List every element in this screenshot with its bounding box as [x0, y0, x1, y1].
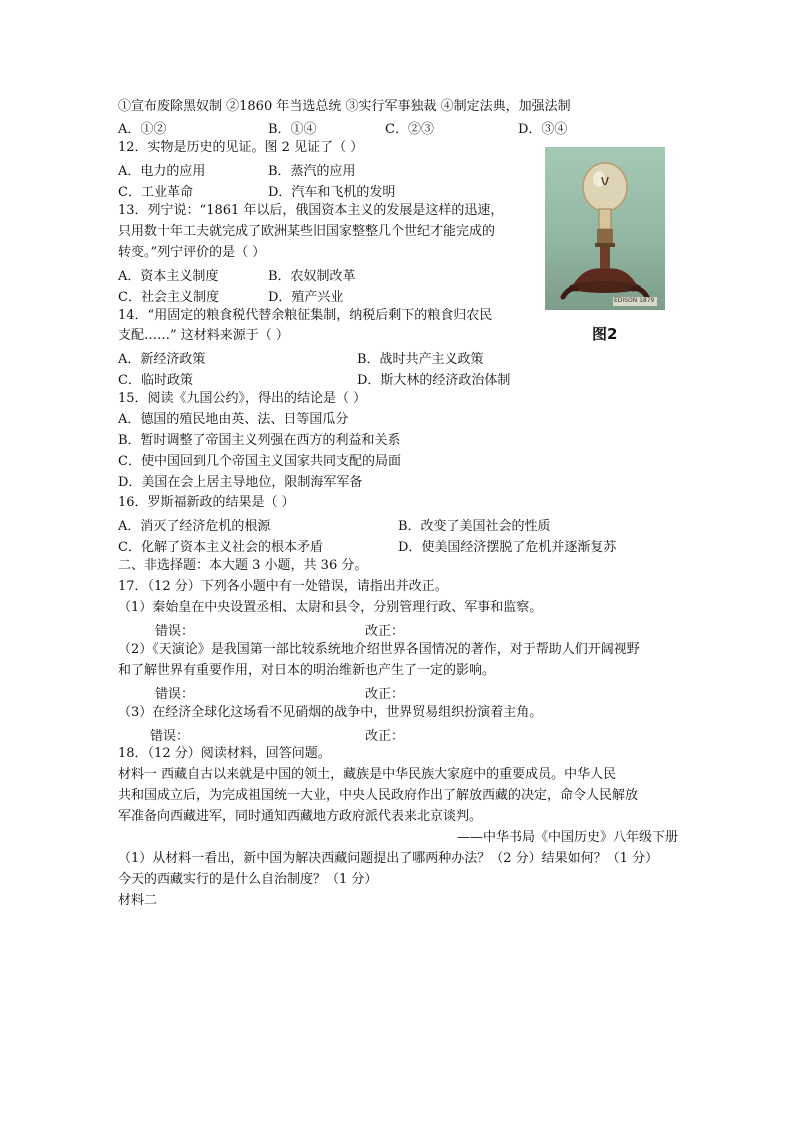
q18-sub-1-line-2: 今天的西藏实行的是什么自治制度？（1 分） — [118, 872, 378, 887]
q12-stem: 12．实物是历史的见证。图 2 见证了（ ） — [118, 140, 364, 155]
q16-option-a: A．消灭了经济危机的根源 — [118, 519, 271, 534]
q13-option-d: D．殖产兴业 — [268, 290, 344, 305]
option-d: D．③④ — [518, 122, 568, 137]
q17-item-2-line-2: 和了解世界有重要作用，对日本的明治维新也产生了一定的影响。 — [118, 663, 496, 678]
q18-stem: 18．（12 分）阅读材料，回答问题。 — [118, 746, 331, 761]
q14-option-a: A．新经济政策 — [118, 352, 206, 367]
q13-stem-2: 只用数十年工夫就完成了欧洲某些旧国家整整几个世纪才能完成的 — [118, 224, 496, 239]
q16-option-d: D．使美国经济摆脱了危机并逐渐复苏 — [398, 540, 617, 555]
q17-1-error-label: 错误： — [155, 624, 195, 639]
q13-stem-3: 转变。”列宁评价的是（ ） — [118, 245, 266, 260]
material-one-line-3: 军准备向西藏进军，同时通知西藏地方政府派代表来北京谈判。 — [118, 809, 483, 824]
q14-stem-2: 支配……” 这材料来源于（ ） — [118, 328, 289, 343]
material-one-line-2: 共和国成立后，为完成祖国统一大业，中央人民政府作出了解放西藏的决定，命令人民解放 — [118, 788, 639, 803]
edison-light-bulb-photo — [545, 147, 665, 310]
q12-option-c: C．工业革命 — [118, 185, 193, 200]
q17-1-correction-label: 改正： — [365, 624, 405, 639]
q12-option-d: D．汽车和飞机的发明 — [268, 185, 396, 200]
q14-option-b: B．战时共产主义政策 — [357, 352, 484, 367]
q15-option-d: D．美国在会上居主导地位，限制海军军备 — [118, 475, 363, 490]
q13-option-b: B．农奴制改革 — [268, 269, 356, 284]
section-two-heading: 二、非选择题：本大题 3 小题，共 36 分。 — [118, 558, 368, 573]
q18-sub-1-line-1: （1）从材料一看出，新中国为解决西藏问题提出了哪两种办法？（2 分）结果如何？（1 分） — [118, 851, 659, 866]
q15-option-a: A．德国的殖民地由英、法、日等国瓜分 — [118, 412, 349, 427]
q14-stem-1: 14．“用固定的粮食税代替余粮征集制，纳税后剩下的粮食归农民 — [118, 308, 493, 323]
q13-stem-1: 13．列宁说：“1861 年以后，俄国资本主义的发展是这样的迅速， — [118, 203, 504, 218]
q13-option-c: C．社会主义制度 — [118, 290, 219, 305]
q17-stem: 17．（12 分）下列各小题中有一处错误，请指出并改正。 — [118, 579, 448, 594]
q15-option-c: C．使中国回到几个帝国主义国家共同支配的局面 — [118, 454, 401, 469]
q17-2-correction-label: 改正： — [365, 687, 405, 702]
q11-statements: ①宣布废除黑奴制 ②1860 年当选总统 ③实行军事独裁 ④制定法典，加强法制 — [118, 99, 571, 114]
q14-option-d: D．斯大林的经济政治体制 — [357, 373, 511, 388]
q15-option-b: B．暂时调整了帝国主义列强在西方的利益和关系 — [118, 433, 401, 448]
figure-caption: 图2 — [592, 325, 618, 343]
q12-option-a: A．电力的应用 — [118, 164, 206, 179]
q17-item-1: （1）秦始皇在中央设置丞相、太尉和县令，分别管理行政、军事和监察。 — [118, 600, 543, 615]
q17-2-error-label: 错误： — [155, 687, 195, 702]
plaque-text: EDISON 1879 — [614, 297, 655, 304]
material-one-source: ——中华书局《中国历史》八年级下册 — [456, 830, 678, 845]
light-bulb-illustration — [545, 147, 665, 310]
material-two-label: 材料二 — [118, 893, 158, 908]
q12-option-b: B．蒸汽的应用 — [268, 164, 356, 179]
material-one-line-1: 材料一 西藏自古以来就是中国的领土，藏族是中华民族大家庭中的重要成员。中华人民 — [118, 767, 617, 782]
q17-item-2-line-1: （2）《天演论》是我国第一部比较系统地介绍世界各国情况的著作，对于帮助人们开阔视野 — [118, 642, 640, 657]
option-b: B．①④ — [268, 122, 317, 137]
q15-stem: 15．阅读《九国公约》，得出的结论是（ ） — [118, 391, 367, 406]
q13-option-a: A．资本主义制度 — [118, 269, 219, 284]
q17-3-correction-label: 改正： — [365, 729, 405, 744]
q17-item-3: （3）在经济全球化这场看不见硝烟的战争中，世界贸易组织扮演着主角。 — [118, 705, 543, 720]
q14-option-c: C．临时政策 — [118, 373, 193, 388]
q17-3-error-label: 错误： — [150, 729, 190, 744]
option-c: C．②③ — [385, 122, 434, 137]
option-a: A．①② — [118, 122, 167, 137]
q16-stem: 16．罗斯福新政的结果是（ ） — [118, 495, 295, 510]
q16-option-b: B．改变了美国社会的性质 — [398, 519, 551, 534]
q16-option-c: C．化解了资本主义社会的根本矛盾 — [118, 540, 323, 555]
